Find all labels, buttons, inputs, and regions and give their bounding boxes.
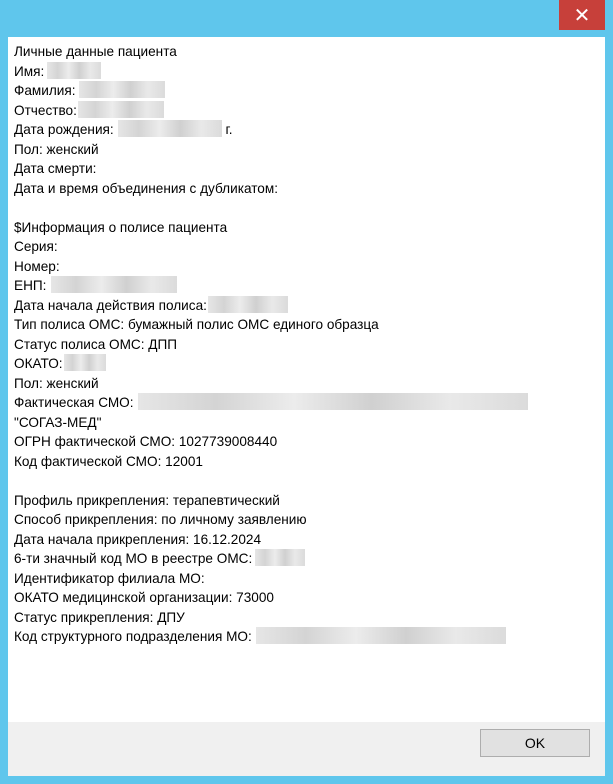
close-icon: ✕ — [573, 4, 591, 27]
ok-button[interactable]: OK — [480, 729, 590, 757]
redacted-birth-date — [118, 120, 222, 137]
unit-code-row — [14, 627, 584, 647]
redacted-unit-code — [256, 627, 506, 644]
unit-code-label: Код структурного подразделения МО: — [14, 629, 252, 644]
policy-series-row: Серия: — [14, 239, 58, 254]
policy-status-row: Статус полиса ОМС: ДПП — [14, 336, 178, 352]
policy-number-row: Номер: — [14, 258, 60, 274]
smo-label: Фактическая СМО: — [14, 395, 134, 410]
birth-date-row — [14, 120, 584, 140]
branch-id-row: Идентификатор филиала МО: — [14, 570, 205, 586]
sex-row: Пол: женский — [14, 141, 99, 157]
enp-row — [14, 276, 584, 296]
death-date-row: Дата смерти: — [14, 161, 97, 176]
redacted-mo-code — [255, 549, 305, 566]
birth-date-suffix: г. — [225, 122, 233, 137]
redacted-smo — [138, 393, 528, 410]
mo-okato-row: ОКАТО медицинской организации: 73000 — [14, 590, 274, 605]
policy-section-header: $Информация о полисе пациента — [14, 219, 228, 235]
redacted-okato — [64, 354, 106, 371]
title-bar[interactable] — [0, 0, 613, 36]
close-button[interactable] — [559, 0, 605, 30]
mo-code-row — [14, 549, 584, 569]
first-name-label: Имя: — [14, 63, 45, 79]
attachment-profile-row: Профиль прикрепления: терапевтический — [14, 492, 280, 508]
redacted-patronymic — [78, 101, 164, 118]
attachment-start-row: Дата начала прикрепления: 16.12.2024 — [14, 531, 262, 547]
patronymic-label: Отчество: — [14, 102, 77, 118]
policy-type-row: Тип полиса ОМС: бумажный полис ОМС единого образца — [14, 317, 379, 332]
button-bar — [8, 722, 605, 776]
policy-start-row — [14, 296, 584, 316]
attachment-status-row: Статус прикрепления: ДПУ — [14, 609, 185, 625]
smo-row — [14, 393, 584, 413]
last-name-label: Фамилия: — [14, 83, 76, 98]
merge-datetime-row: Дата и время объединения с дубликатом: — [14, 180, 278, 196]
first-name-row — [14, 62, 584, 82]
patient-info-text — [14, 42, 584, 647]
redacted-enp — [51, 276, 177, 293]
redacted-policy-start — [208, 296, 288, 313]
smo-ogrn-row: ОГРН фактической СМО: 1027739008440 — [14, 434, 278, 449]
smo-name-row: "СОГАЗ-МЕД" — [14, 414, 102, 430]
birth-date-label: Дата рождения: — [14, 122, 114, 137]
patient-section-header: Личные данные пациента — [14, 44, 177, 59]
smo-code-row: Код фактической СМО: 12001 — [14, 453, 203, 469]
okato-label: ОКАТО: — [14, 356, 63, 371]
attachment-method-row: Способ прикрепления: по личному заявлению — [14, 512, 307, 527]
patronymic-row — [14, 101, 584, 121]
enp-label: ЕНП: — [14, 278, 47, 293]
mo-code-label: 6-ти значный код МО в реестре ОМС: — [14, 551, 253, 566]
redacted-first-name — [47, 62, 101, 79]
okato-row — [14, 354, 584, 374]
redacted-last-name — [79, 81, 165, 98]
last-name-row — [14, 81, 584, 101]
policy-sex-row: Пол: женский — [14, 375, 99, 391]
policy-start-label: Дата начала действия полиса: — [14, 297, 207, 313]
